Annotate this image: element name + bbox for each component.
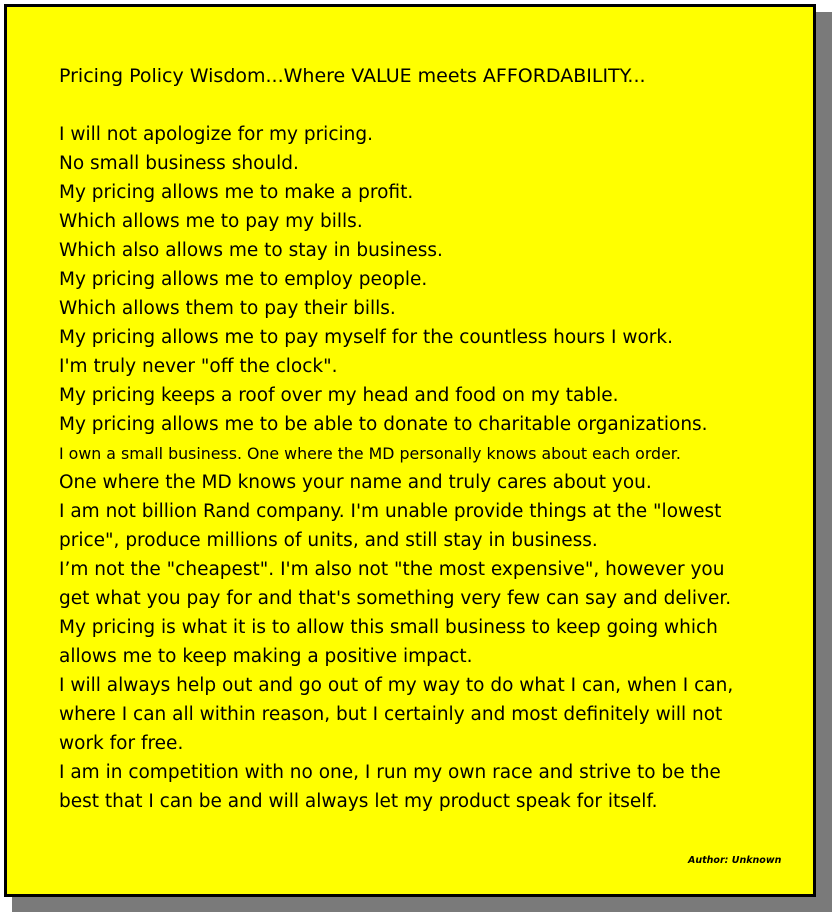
quote-line: No small business should.: [59, 153, 299, 174]
quote-line: My pricing keeps a roof over my head and food on my table.: [59, 385, 619, 406]
page-title: Pricing Policy Wisdom...Where VALUE meets AFFORDABILITY...: [59, 65, 646, 87]
quote-line: I will not apologize for my pricing.: [59, 124, 373, 145]
author-credit: Author: Unknown: [688, 855, 782, 866]
quote-line: price", produce millions of units, and still stay in business.: [59, 530, 598, 551]
quote-line: I am in competition with no one, I run my own race and strive to be the: [59, 762, 721, 783]
quote-line: I own a small business. One where the MD personally knows about each order.: [59, 444, 681, 463]
quote-line: My pricing is what it is to allow this small business to keep going which: [59, 617, 718, 638]
quote-line: My pricing allows me to pay myself for the countless hours I work.: [59, 327, 674, 348]
quote-line: allows me to keep making a positive impact.: [59, 646, 473, 667]
quote-line: I am not billion Rand company. I'm unable provide things at the "lowest: [59, 501, 722, 522]
quote-card: [4, 4, 816, 897]
quote-line: My pricing allows me to employ people.: [59, 269, 428, 290]
quote-line: best that I can be and will always let my product speak for itself.: [59, 791, 658, 812]
quote-line: My pricing allows me to make a profit.: [59, 182, 414, 203]
quote-line: One where the MD knows your name and truly cares about you.: [59, 472, 652, 493]
quote-line: Which allows them to pay their bills.: [59, 298, 396, 319]
quote-line: where I can all within reason, but I certainly and most definitely will not: [59, 704, 723, 725]
quote-line: I’m not the "cheapest". I'm also not "the most expensive", however you: [59, 559, 725, 580]
quote-line: Which also allows me to stay in business.: [59, 240, 443, 261]
quote-line: work for free.: [59, 733, 184, 754]
quote-line: I will always help out and go out of my way to do what I can, when I can,: [59, 675, 734, 696]
quote-body: [59, 120, 733, 816]
quote-line: I'm truly never "off the clock".: [59, 356, 338, 377]
quote-line: get what you pay for and that's something very few can say and deliver.: [59, 588, 732, 609]
quote-line: My pricing allows me to be able to donate to charitable organizations.: [59, 414, 708, 435]
quote-line: Which allows me to pay my bills.: [59, 211, 363, 232]
